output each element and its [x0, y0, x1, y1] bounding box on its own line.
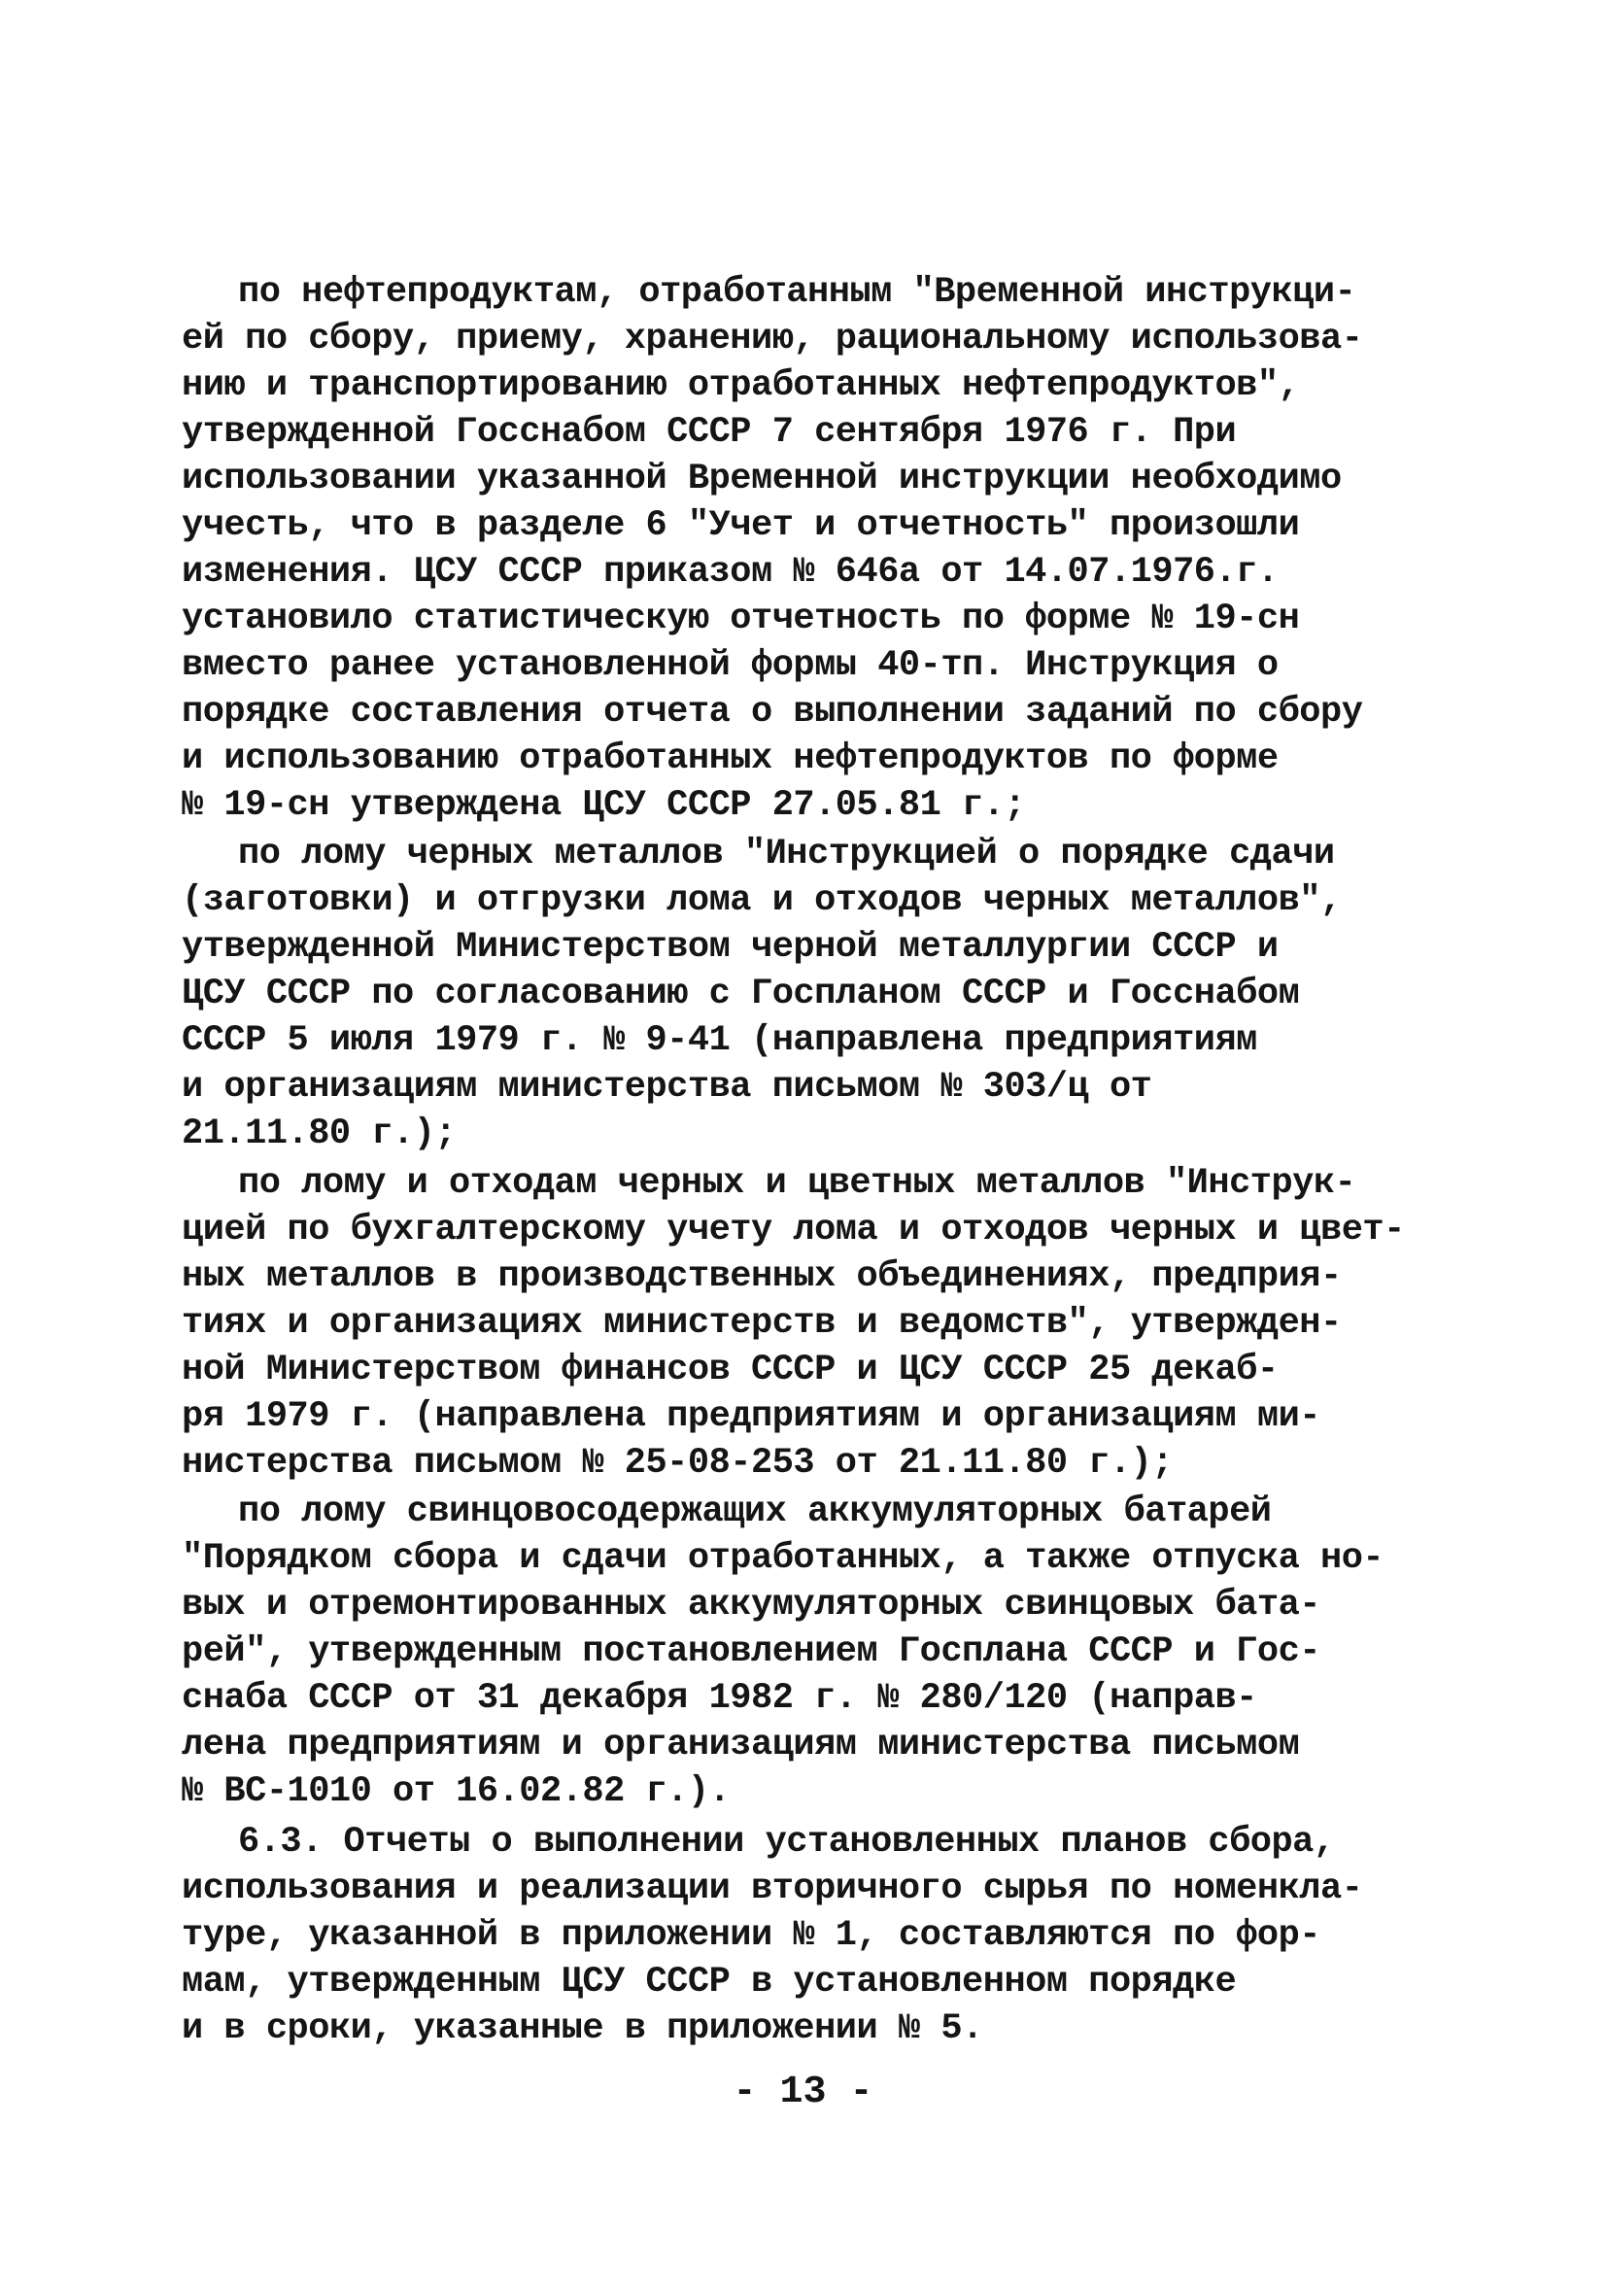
text-line: ных металлов в производственных объединениях, предприя-: [182, 1256, 1342, 1297]
text-line: порядке составления отчета о выполнении заданий по сбору: [182, 692, 1363, 733]
text-line: утвержденной Госснабом СССР 7 сентября 1976 г. При: [182, 412, 1237, 453]
text-line: вых и отремонтированных аккумуляторных свинцовых бата-: [182, 1585, 1320, 1626]
text-line: использования и реализации вторичного сырья по номенкла-: [182, 1868, 1363, 1909]
text-line: по лому свинцовосодержащих аккумуляторных батарей: [238, 1491, 1272, 1532]
text-line: СССР 5 июля 1979 г. № 9-41 (направлена предприятиям: [182, 1020, 1257, 1061]
text-line: цией по бухгалтерскому учету лома и отходов черных и цвет-: [182, 1210, 1405, 1251]
text-line: по лому черных металлов "Инструкцией о порядке сдачи: [238, 834, 1335, 874]
text-line: снаба СССР от 31 декабря 1982 г. № 280/120 (направ-: [182, 1678, 1257, 1719]
text-line: ЦСУ СССР по согласованию с Госпланом СССР и Госснабом: [182, 974, 1300, 1014]
text-line: и в сроки, указанные в приложении № 5.: [182, 2008, 983, 2049]
text-line: "Порядком сбора и сдачи отработанных, а также отпуска но-: [182, 1538, 1384, 1579]
text-line: 21.11.80 г.);: [182, 1114, 457, 1154]
text-line: 6.3. Отчеты о выполнении установленных планов сбора,: [238, 1822, 1335, 1863]
text-line: ей по сбору, приему, хранению, рациональному использова-: [182, 319, 1363, 360]
page-number: - 13 -: [733, 2071, 873, 2114]
text-line: установило статистическую отчетность по форме № 19-сн: [182, 599, 1300, 639]
text-line: ря 1979 г. (направлена предприятиям и организациям ми-: [182, 1396, 1320, 1437]
text-line: ной Министерством финансов СССР и ЦСУ СССР 25 декаб-: [182, 1350, 1279, 1390]
text-line: утвержденной Министерством черной металлургии СССР и: [182, 927, 1279, 968]
text-line: и организациям министерства письмом № 303/ц от: [182, 1067, 1152, 1108]
text-line: № 19-сн утверждена ЦСУ СССР 27.05.81 г.;: [182, 785, 1026, 826]
text-line: № ВС-1010 от 16.02.82 г.).: [182, 1771, 731, 1812]
text-line: рей", утвержденным постановлением Госплана СССР и Гос-: [182, 1631, 1320, 1672]
text-line: тиях и организациях министерств и ведомств", утвержден-: [182, 1303, 1342, 1344]
text-line: нию и транспортированию отработанных нефтепродуктов",: [182, 365, 1300, 406]
text-line: по нефтепродуктам, отработанным "Временной инструкци-: [238, 272, 1356, 313]
text-line: туре, указанной в приложении № 1, составляются по фор-: [182, 1915, 1320, 1956]
text-line: (заготовки) и отгрузки лома и отходов черных металлов",: [182, 880, 1342, 921]
text-line: использовании указанной Временной инструкции необходимо: [182, 459, 1342, 499]
text-line: мам, утвержденным ЦСУ СССР в установленном порядке: [182, 1962, 1237, 2003]
text-line: и использованию отработанных нефтепродуктов по форме: [182, 738, 1279, 779]
text-line: лена предприятиям и организациям министерства письмом: [182, 1725, 1300, 1765]
text-line: изменения. ЦСУ СССР приказом № 646а от 14.07.1976.г.: [182, 552, 1279, 593]
text-line: нистерства письмом № 25-08-253 от 21.11.80 г.);: [182, 1443, 1174, 1484]
text-line: учесть, что в разделе 6 "Учет и отчетность" произошли: [182, 505, 1300, 546]
text-line: по лому и отходам черных и цветных металлов "Инструк-: [238, 1163, 1356, 1204]
text-line: вместо ранее установленной формы 40-тп. Инструкция о: [182, 645, 1279, 686]
